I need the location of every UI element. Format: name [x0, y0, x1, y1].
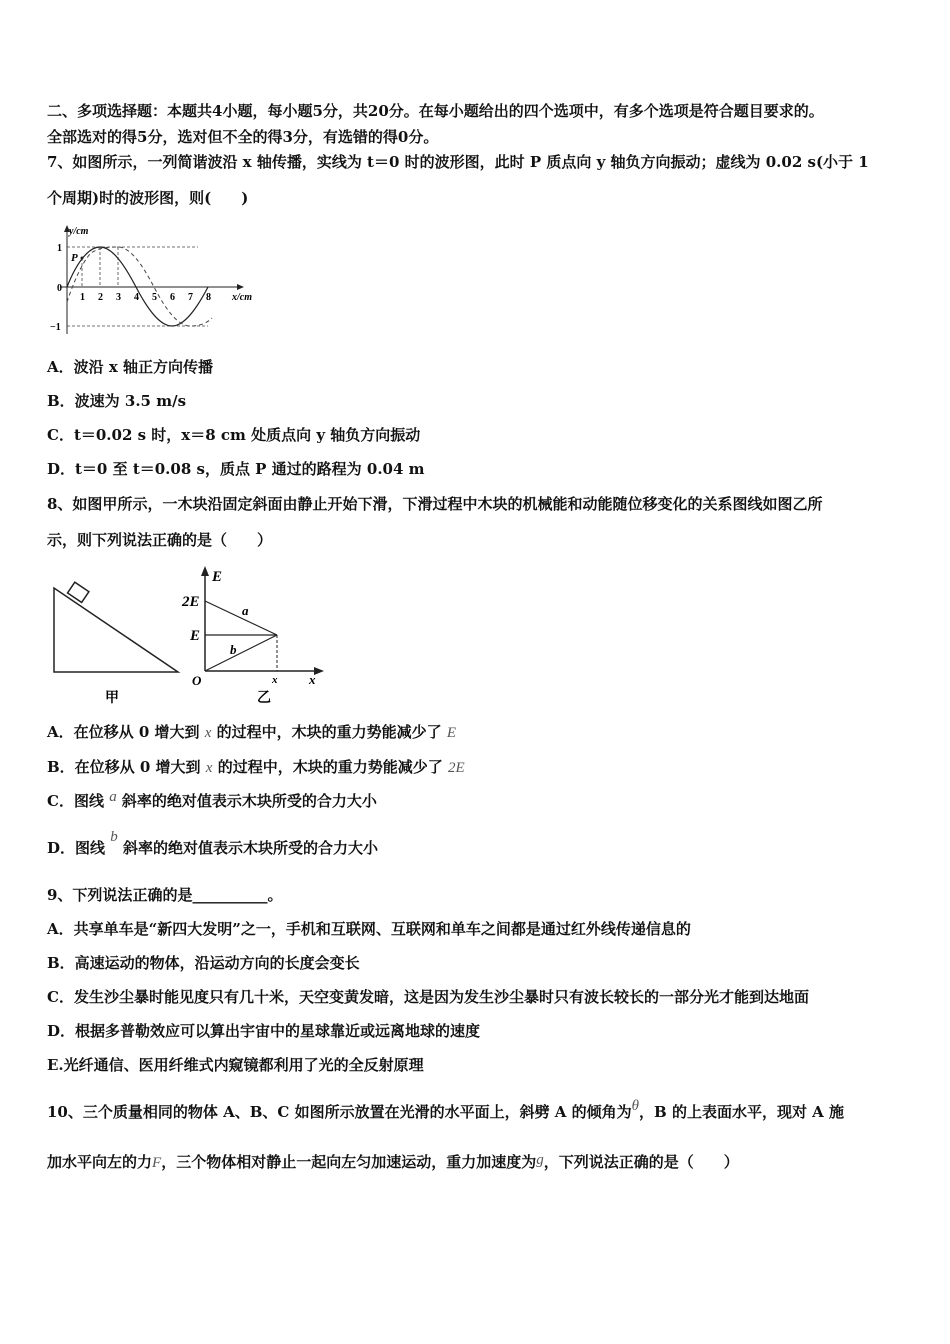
q10-stem-line2 — [47, 1152, 739, 1173]
q7-x-tick-4: 4 — [134, 292, 139, 303]
q10-line2-text-c: ，下列说法正确的是（ ） — [543, 1153, 739, 1171]
q9-option-d: D．根据多普勒效应可以算出宇宙中的星球靠近或远离地球的速度 — [47, 1022, 481, 1040]
q8-option-b-var: x — [205, 760, 213, 776]
q7-x-tick-5: 5 — [152, 292, 157, 303]
q7-x-tick-3: 3 — [116, 292, 121, 303]
q10-line2-text-a: 加水平向左的力 — [47, 1153, 153, 1171]
q7-wave-figure — [40, 222, 270, 340]
q10-line1-text-a: 10、三个质量相同的物体 A、B、C 如图所示放置在光滑的水平面上，斜劈 A 的倾角为 — [47, 1103, 632, 1121]
q7-x-tick-7: 7 — [188, 292, 193, 303]
q7-option-b: B．波速为 3.5 m/s — [47, 392, 187, 410]
q7-y-axis-label: y/cm — [69, 226, 89, 237]
incline-triangle — [54, 588, 178, 672]
q7-x-tick-6: 6 — [170, 292, 175, 303]
q8-line-a-label: a — [242, 603, 249, 618]
q8-option-d-prefix: D．图线 — [47, 839, 106, 857]
q7-y-tick-minus1: −1 — [50, 322, 61, 333]
q7-x-tick-8: 8 — [206, 292, 211, 303]
q8-e-label: E — [190, 628, 201, 644]
q9-stem: 9、下列说法正确的是__________。 — [47, 886, 283, 904]
q8-option-b-end: 2E — [447, 760, 465, 776]
q8-energy-graph — [182, 563, 330, 713]
q10-line1-text-b: ，B 的上表面水平，现对 A 施 — [639, 1103, 845, 1121]
q7-x-tick-2: 2 — [98, 292, 103, 303]
q8-x-tick-label: x — [272, 674, 278, 686]
q8-x-axis-label: x — [309, 672, 316, 687]
q8-option-b — [47, 757, 465, 778]
q8-option-d-suffix: 斜率的绝对值表示木块所受的合力大小 — [122, 839, 378, 857]
q9-option-c: C．发生沙尘暴时能见度只有几十米，天空变黄发暗，这是因为发生沙尘暴时只有波长较长的一部分光才能到达地面 — [47, 988, 809, 1006]
q8-stem-line1: 8、如图甲所示，一木块沿固定斜面由静止开始下滑，下滑过程中木块的机械能和动能随位移变化的关系图线如图乙所 — [47, 495, 823, 513]
q8-incline-figure — [48, 582, 183, 712]
q10-theta-var: θ — [631, 1098, 640, 1114]
q8-option-c-prefix: C．图线 — [47, 792, 104, 810]
q8-option-c — [47, 791, 377, 812]
q10-stem-line1 — [47, 1098, 845, 1123]
q8-option-a-end: E — [446, 725, 457, 741]
q8-option-c-suffix: 斜率的绝对值表示木块所受的合力大小 — [121, 792, 377, 810]
q7-x-axis-label: x/cm — [232, 292, 252, 303]
q8-option-a-suffix: 的过程中，木块的重力势能减少了 — [216, 723, 442, 741]
section-header-line2: 全部选对的得5分，选对但不全的得3分，有选错的得0分。 — [47, 128, 439, 146]
section-header-line1: 二、多项选择题：本题共4小题，每小题5分，共20分。在每小题给出的四个选项中，有多个选项是符合题目要求的。 — [47, 102, 824, 120]
q8-option-d — [47, 829, 378, 859]
q10-line2-text-b: ，三个物体相对静止一起向左匀加速运动，重力加速度为 — [161, 1153, 537, 1171]
q8-caption-jia: 甲 — [105, 691, 119, 706]
q10-force-var: F — [152, 1155, 162, 1171]
q7-y-tick-1: 1 — [57, 243, 62, 254]
q9-option-b: B．高速运动的物体，沿运动方向的长度会变长 — [47, 954, 360, 972]
q7-option-d: D．t＝0 至 t＝0.08 s，质点 P 通过的路程为 0.04 m — [47, 460, 425, 478]
q7-x-tick-1: 1 — [80, 292, 85, 303]
q10-gravity-var: g — [536, 1152, 544, 1168]
q9-option-a: A．共享单车是“新四大发明”之一，手机和互联网、互联网和单车之间都是通过红外线传递信息的 — [47, 920, 691, 938]
q8-option-b-suffix: 的过程中，木块的重力势能减少了 — [217, 758, 443, 776]
q8-stem-line2: 示，则下列说法正确的是（ ） — [47, 531, 273, 549]
q8-option-c-var: a — [109, 789, 117, 805]
q8-option-a — [47, 722, 456, 743]
q8-option-a-var: x — [204, 725, 212, 741]
q8-option-b-prefix: B．在位移从 0 增大到 — [47, 758, 201, 776]
q7-option-a: A．波沿 x 轴正方向传播 — [47, 358, 214, 376]
q8-option-d-var: b — [110, 829, 118, 845]
q8-line-b-label: b — [230, 642, 237, 657]
q7-y-tick-0: 0 — [57, 283, 62, 294]
q8-axis-e-label: E — [212, 569, 223, 585]
q7-stem-line1: 7、如图所示，一列简谐波沿 x 轴传播，实线为 t＝0 时的波形图，此时 P 质点向 y 轴负方向振动；虚线为 0.02 s(小于 1 — [47, 153, 869, 171]
q8-caption-yi: 乙 — [257, 691, 271, 706]
q8-2e-label: 2E — [182, 594, 200, 610]
q8-origin-label: O — [192, 673, 202, 688]
q7-stem-line2: 个周期)时的波形图，则( ) — [47, 189, 249, 207]
q7-point-p — [81, 257, 84, 260]
q7-point-p-label: P — [71, 252, 78, 264]
q9-option-e: E.光纤通信、医用纤维式内窥镜都利用了光的全反射原理 — [47, 1056, 424, 1074]
line-b — [205, 635, 277, 671]
q8-option-a-prefix: A．在位移从 0 增大到 — [47, 723, 200, 741]
line-a — [205, 601, 277, 635]
q7-option-c: C．t＝0.02 s 时，x＝8 cm 处质点向 y 轴负方向振动 — [47, 426, 421, 444]
